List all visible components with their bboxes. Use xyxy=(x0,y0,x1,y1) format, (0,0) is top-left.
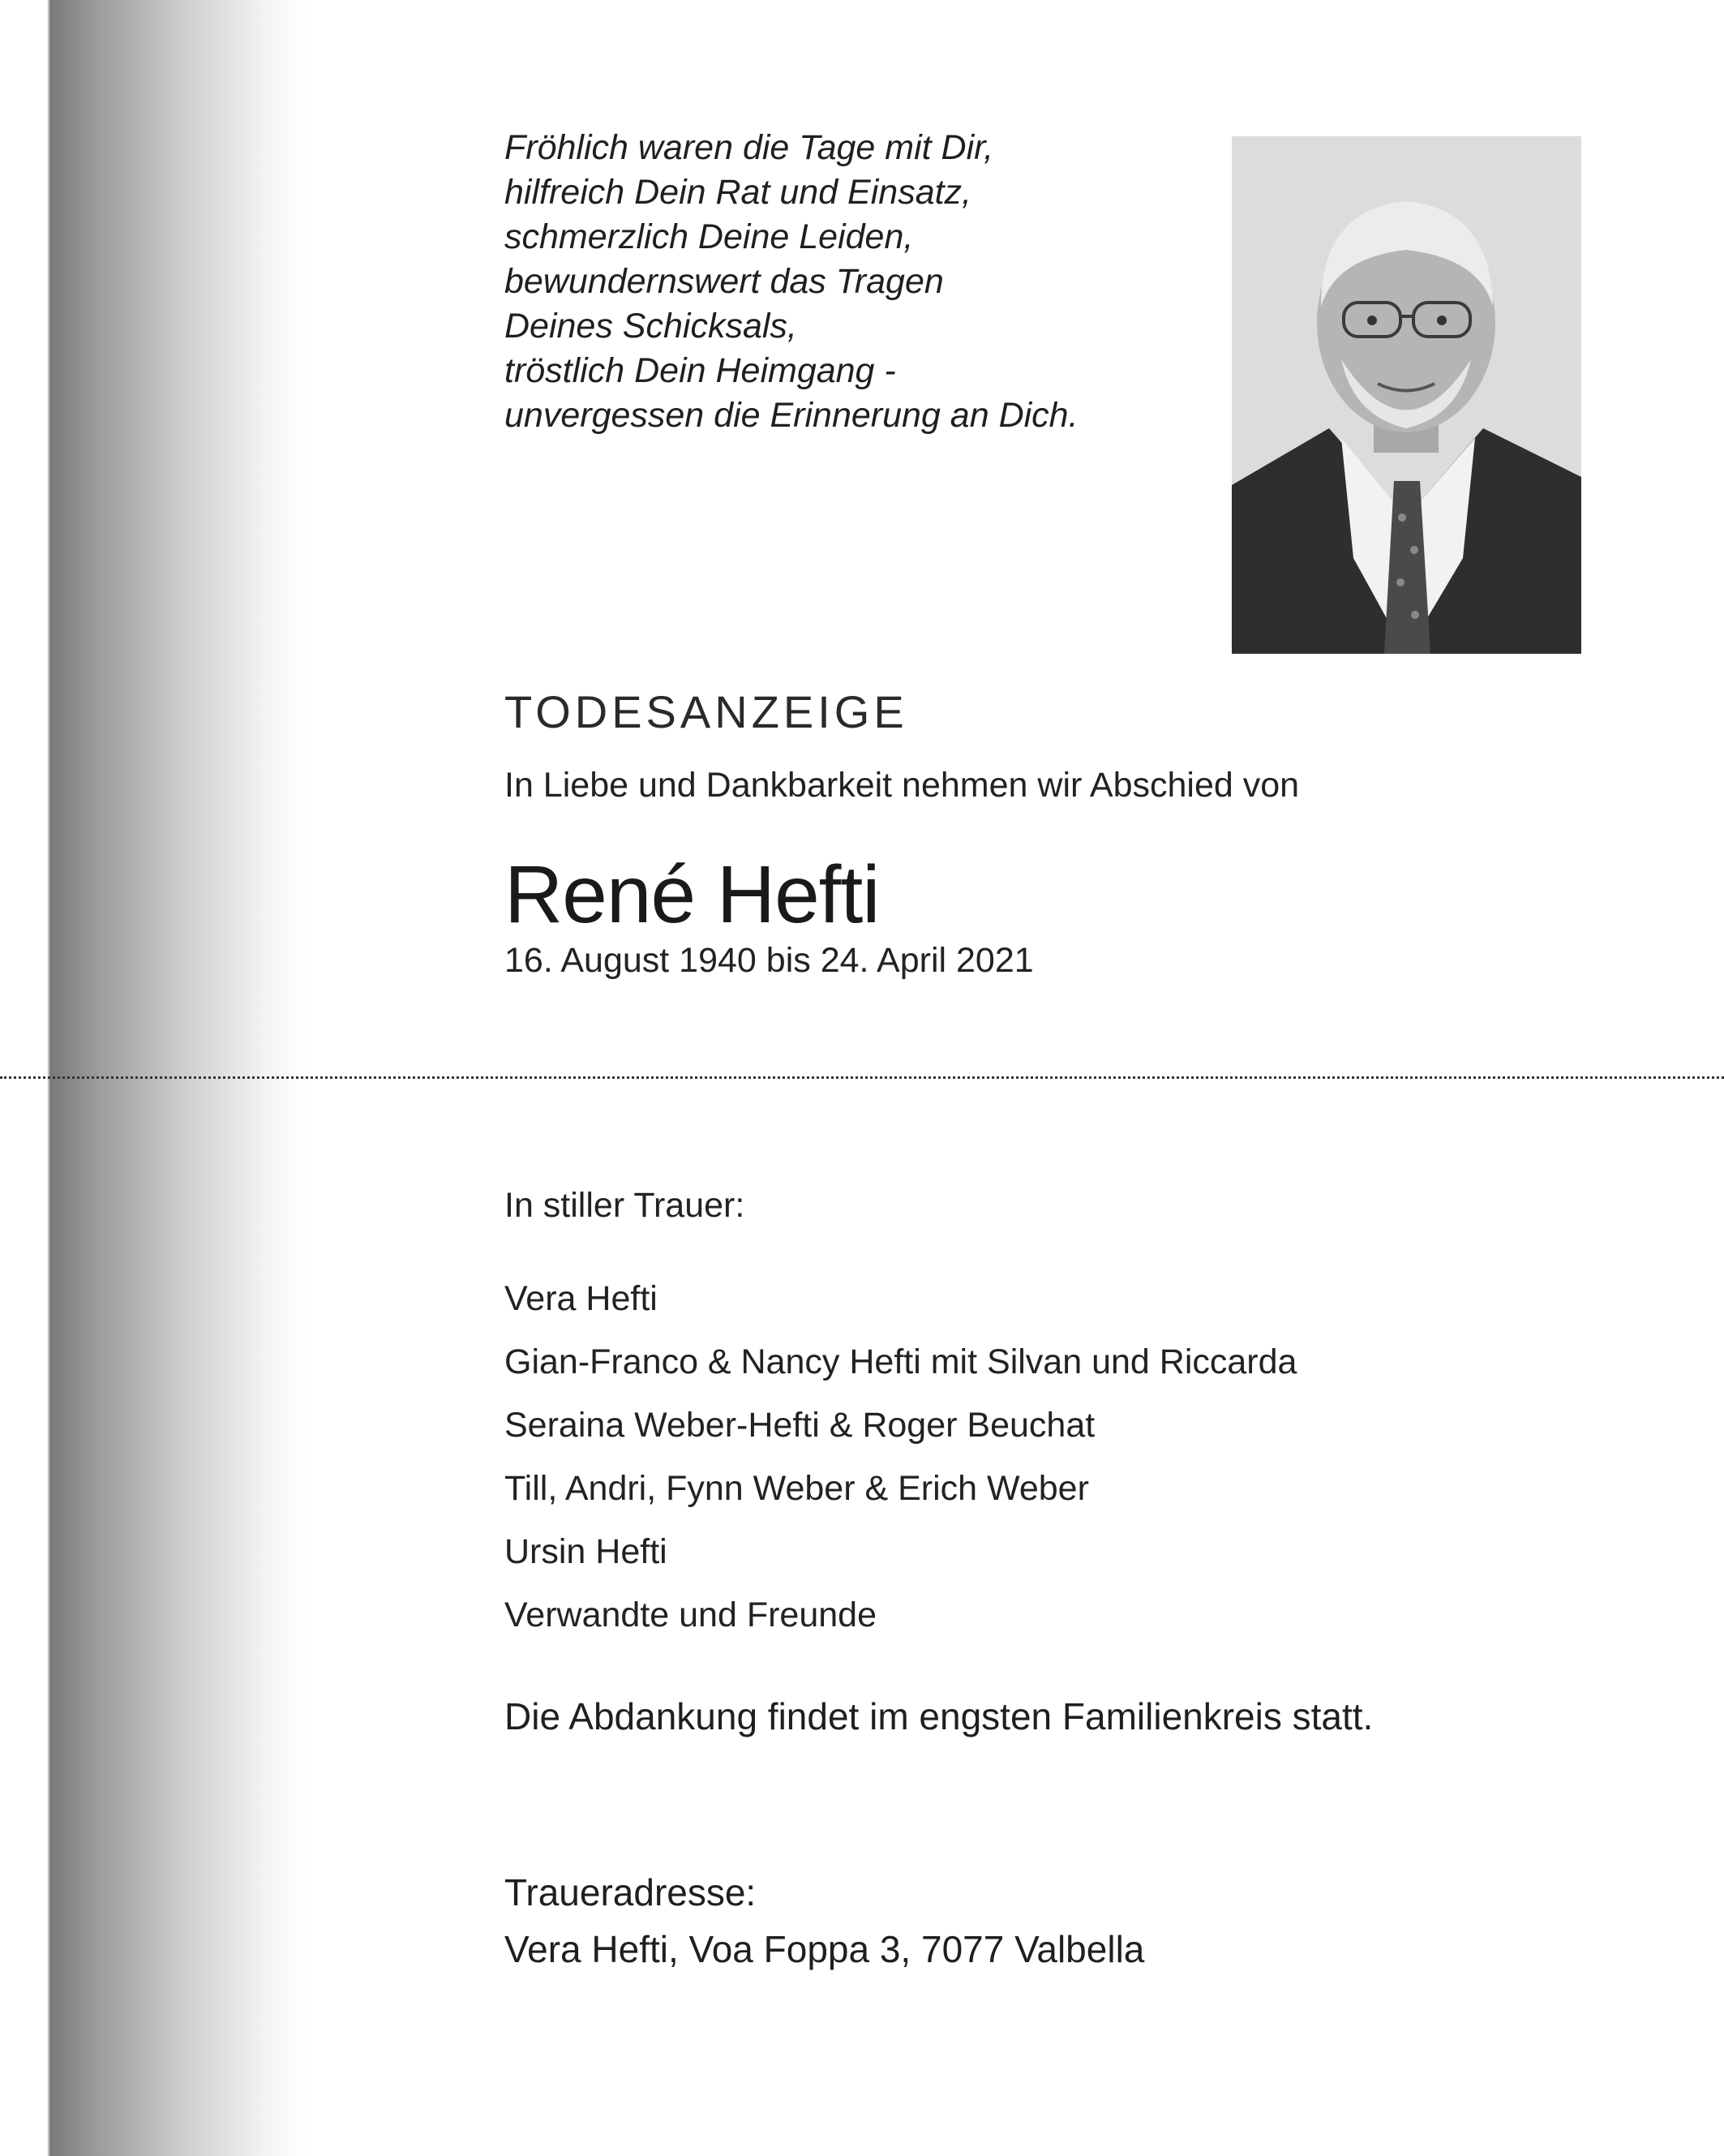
poem-line: unvergessen die Erinnerung an Dich. xyxy=(504,396,1079,435)
mourning-address: Vera Hefti, Voa Foppa 3, 7077 Valbella xyxy=(504,1928,1145,1970)
dotted-divider xyxy=(0,1076,1724,1079)
list-item: Gian-Franco & Nancy Hefti mit Silvan und Riccarda xyxy=(504,1342,1297,1381)
list-item: Seraina Weber-Hefti & Roger Beuchat xyxy=(504,1406,1096,1445)
poem-line: bewundernswert das Tragen xyxy=(504,262,944,301)
mourners-list xyxy=(504,1267,1297,1647)
poem-line: Fröhlich waren die Tage mit Dir, xyxy=(504,128,994,167)
poem-line: tröstlich Dein Heimgang - xyxy=(504,351,896,390)
address-label: Traueradresse: xyxy=(504,1871,757,1913)
portrait-photo xyxy=(1232,136,1581,654)
poem-line: schmerzlich Deine Leiden, xyxy=(504,217,914,256)
poem-line: Deines Schicksals, xyxy=(504,307,797,346)
list-item: Ursin Hefti xyxy=(504,1532,667,1571)
list-item: Till, Andri, Fynn Weber & Erich Weber xyxy=(504,1469,1089,1508)
life-dates: 16. August 1940 bis 24. April 2021 xyxy=(504,941,1034,980)
poem-line: hilfreich Dein Rat und Einsatz, xyxy=(504,173,972,212)
announcement-intro: In Liebe und Dankbarkeit nehmen wir Abschied von xyxy=(504,766,1300,805)
ceremony-notice: Die Abdankung findet im engsten Familienkreis statt. xyxy=(504,1695,1374,1737)
announcement-heading: TODESANZEIGE xyxy=(504,686,908,737)
mourning-label: In stiller Trauer: xyxy=(504,1186,745,1225)
poem xyxy=(504,126,1202,438)
list-item: Vera Hefti xyxy=(504,1279,658,1318)
list-item: Verwandte und Freunde xyxy=(504,1596,877,1634)
deceased-name: René Hefti xyxy=(504,849,880,940)
